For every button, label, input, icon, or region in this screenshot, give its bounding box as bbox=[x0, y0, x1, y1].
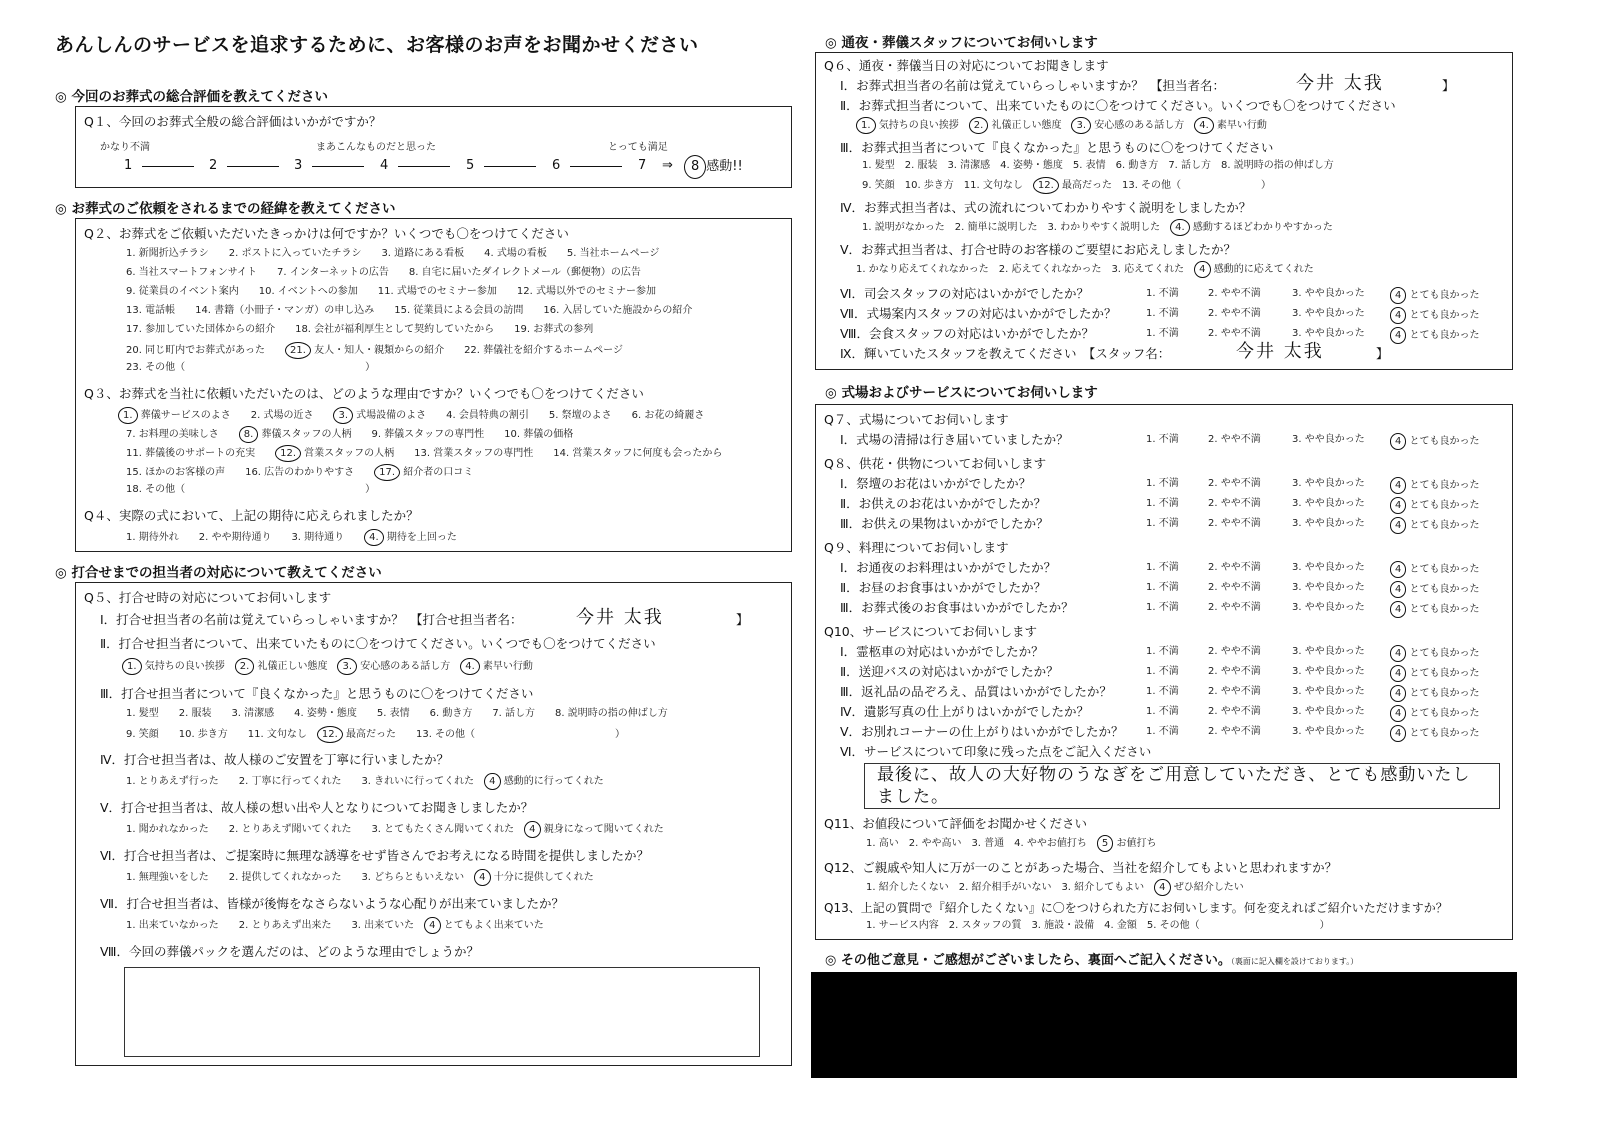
scale-3[interactable]: 3 bbox=[294, 158, 303, 173]
scale-line bbox=[227, 166, 279, 167]
section-meeting-heading: ◎ 打合せまでの担当者の対応について教えてください bbox=[55, 565, 382, 581]
q5-iv-options[interactable] bbox=[126, 773, 604, 790]
q9-text: Q９、料理についてお伺いします bbox=[824, 540, 1009, 555]
selected-circle: 4 bbox=[1390, 307, 1406, 324]
selected-circle: 2. bbox=[969, 117, 989, 134]
scale-7[interactable]: 7 bbox=[638, 158, 647, 173]
q6-iii-text: Ⅲ．お葬式担当者について『良くなかった』と思うものに〇をつけてください bbox=[840, 140, 1274, 155]
rating-option: 3. やや良かった bbox=[1292, 498, 1365, 509]
selected-circle: 4. bbox=[1194, 117, 1214, 134]
rating-option: 3. やや良かった bbox=[1292, 478, 1365, 489]
bracket-close: 】 bbox=[736, 612, 749, 627]
option-text: 安心感のある話し方 bbox=[1091, 120, 1195, 131]
q10-v-text: Ⅴ．お別れコーナーの仕上がりはいかがでしたか？ bbox=[840, 724, 1124, 739]
rating-option: 2. やや不満 bbox=[1208, 518, 1261, 529]
selected-circle: 12. bbox=[317, 726, 343, 743]
q4-text: Q４、実際の式において、上記の期待に応えられましたか？ bbox=[84, 508, 419, 523]
rating-option: 2. やや不満 bbox=[1208, 498, 1261, 509]
selected-circle: 4 bbox=[1390, 497, 1406, 514]
selected-circle: 3. bbox=[1071, 117, 1091, 134]
q8-ii-text: Ⅱ．お供えのお花はいかがでしたか？ bbox=[840, 496, 1047, 511]
selected-circle: 4 bbox=[1390, 645, 1406, 662]
option-text: 感動的に行ってくれた bbox=[500, 776, 604, 787]
selected-circle: 4 bbox=[524, 821, 540, 838]
q5-text: Q５、打合せ時の対応についてお伺いします bbox=[84, 590, 332, 605]
q5-ii-options[interactable] bbox=[122, 658, 533, 675]
selected-circle: 12. bbox=[1033, 177, 1059, 194]
option-text: 葬儀サービスのよさ 2. 式場の近さ bbox=[137, 410, 334, 421]
rating-option: 2. やや不満 bbox=[1208, 478, 1261, 489]
rating-option: 2. やや不満 bbox=[1208, 602, 1261, 613]
q2-options-row[interactable]: 6. 当社スマートフォンサイト 7. インターネットの広告 8. 自宅に届いたダイレクトメール（郵便物）の広告 bbox=[126, 267, 641, 278]
q7-text: Q７、式場についてお伺いします bbox=[824, 412, 1009, 427]
option-text: 1. 聞かれなかった 2. とりあえず聞いてくれた 3. とてもたくさん聞いてくれた bbox=[126, 824, 525, 835]
rating-option-label: とても良かった bbox=[1406, 708, 1480, 719]
scale-line bbox=[570, 166, 622, 167]
q3-text: Q３、お葬式を当社に依頼いただいたのは、どのような理由ですか？いくつでも〇をつけてください bbox=[84, 386, 644, 401]
selected-circle: 4. bbox=[1170, 219, 1190, 236]
option-text: 安心感のある話し方 bbox=[357, 661, 461, 672]
scale-6[interactable]: 6 bbox=[552, 158, 561, 173]
bracket-close: 】 bbox=[1376, 346, 1389, 361]
rating-option-label: とても良かった bbox=[1406, 648, 1480, 659]
selected-circle: 4 bbox=[484, 773, 500, 790]
rating-option-label: とても良かった bbox=[1406, 564, 1480, 575]
option-text: 感動するほどわかりやすかった bbox=[1189, 222, 1333, 233]
rating-option: 1. 不満 bbox=[1146, 706, 1179, 717]
option-text: 十分に提供してくれた bbox=[490, 872, 594, 883]
rating-option-label: とても良かった bbox=[1406, 688, 1480, 699]
rating-option-label: とても良かった bbox=[1406, 584, 1480, 595]
rating-option-selected bbox=[1390, 601, 1480, 618]
option-text: 1. 説明がなかった 2. 簡単に説明した 3. わかりやすく説明した bbox=[862, 222, 1171, 233]
scale-line bbox=[484, 166, 536, 167]
section-staff-heading: ◎ 通夜・葬儀スタッフについてお伺いします bbox=[825, 35, 1098, 51]
selected-circle: 4 bbox=[1390, 433, 1406, 450]
option-text: 20. 同じ町内でお葬式があった bbox=[126, 345, 285, 356]
rating-option-selected bbox=[1390, 497, 1480, 514]
rating-option-selected bbox=[1390, 287, 1480, 304]
rating-option: 1. 不満 bbox=[1146, 686, 1179, 697]
rating-option-selected bbox=[1390, 307, 1480, 324]
selected-circle: 4 bbox=[1390, 581, 1406, 598]
q10-iii-text: Ⅲ．返礼品の品ぞろえ、品質はいかがでしたか？ bbox=[840, 684, 1112, 699]
selected-circle: 4 bbox=[1194, 261, 1210, 278]
rating-option: 1. 不満 bbox=[1146, 602, 1179, 613]
selected-circle: 4 bbox=[1390, 477, 1406, 494]
rating-option: 3. やや良かった bbox=[1292, 582, 1365, 593]
selected-circle: 1. bbox=[122, 658, 142, 675]
scale-8-selected[interactable] bbox=[684, 155, 743, 179]
rating-option: 3. やや良かった bbox=[1292, 666, 1365, 677]
q2-options-row[interactable]: 1. 新聞折込チラシ 2. ポストに入っていたチラシ 3. 道路にある看板 4. 式場の看板 5. 当社ホームページ bbox=[126, 248, 660, 259]
rating-option: 3. やや良かった bbox=[1292, 288, 1365, 299]
option-text: 最高だった 13. その他（ ） bbox=[1058, 180, 1272, 191]
rating-option-label: とても良かった bbox=[1406, 290, 1480, 301]
selected-circle: 3. bbox=[337, 658, 357, 675]
option-text: 式場設備のよさ 4. 会員特典の割引 5. 祭壇のよさ 6. お花の綺麗さ bbox=[353, 410, 705, 421]
option-text: 9. 笑顔 10. 歩き方 11. 文句なし bbox=[862, 180, 1033, 191]
option-text: 営業スタッフの人柄 13. 営業スタッフの専門性 14. 営業スタッフに何度も会ったから bbox=[301, 448, 723, 459]
q5-i-text: Ⅰ．打合せ担当者の名前は覚えていらっしゃいますか？ 【打合せ担当者名： bbox=[100, 612, 523, 627]
rating-option: 3. やや良かった bbox=[1292, 328, 1365, 339]
q9-ii-text: Ⅱ．お昼のお食事はいかがでしたか？ bbox=[840, 580, 1047, 595]
q3-options-row[interactable] bbox=[126, 445, 722, 462]
rating-option-selected bbox=[1390, 685, 1480, 702]
rating-option: 2. やや不満 bbox=[1208, 666, 1261, 677]
q5-viii-text: Ⅷ．今回の葬儀パックを選んだのは、どのような理由でしょうか？ bbox=[100, 944, 479, 959]
footer-text: ◎ その他ご意見・ご感想がございましたら、裏面へご記入ください。 bbox=[825, 953, 1231, 968]
option-text: ぜひ紹介したい bbox=[1170, 882, 1244, 893]
option-text: 1. 期待外れ 2. やや期待通り 3. 期待通り bbox=[126, 532, 365, 543]
q3-other-row[interactable]: 18. その他（ ） bbox=[126, 484, 376, 495]
option-text: 1. 出来ていなかった 2. とりあえず出来た 3. 出来ていた bbox=[126, 920, 425, 931]
option-text: 葬儀スタッフの人柄 9. 葬儀スタッフの専門性 10. 葬儀の価格 bbox=[258, 429, 574, 440]
staff-box bbox=[815, 52, 1513, 370]
scale-5[interactable]: 5 bbox=[466, 158, 475, 173]
rating-option: 1. 不満 bbox=[1146, 646, 1179, 657]
selected-circle: 4 bbox=[1390, 601, 1406, 618]
survey-title: あんしんのサービスを追求するために、お客様のお声をお聞かせください bbox=[55, 34, 699, 56]
selected-circle: 3. bbox=[333, 407, 353, 424]
rating-option-label: とても良かった bbox=[1406, 500, 1480, 511]
rating-option-selected bbox=[1390, 433, 1480, 450]
rating-option: 3. やや良かった bbox=[1292, 686, 1365, 697]
rating-option-selected bbox=[1390, 725, 1480, 742]
q5-v-options[interactable] bbox=[126, 821, 664, 838]
option-text: 礼儀正しい態度 bbox=[254, 661, 338, 672]
rating-option: 2. やや不満 bbox=[1208, 328, 1261, 339]
scale-8-label: 感動!! bbox=[706, 159, 743, 174]
rating-option: 2. やや不満 bbox=[1208, 562, 1261, 573]
rating-option-label: とても良かった bbox=[1406, 480, 1480, 491]
rating-option: 3. やや良かった bbox=[1292, 646, 1365, 657]
scale-line bbox=[142, 166, 194, 167]
q5-vii-options[interactable] bbox=[126, 917, 544, 934]
q13-text: Q13、上記の質問で『紹介したくない』に〇をつけられた方にお伺いします。何を変えればご紹介いただけますか？ bbox=[824, 901, 1448, 915]
q2-options-row[interactable] bbox=[126, 342, 623, 359]
selected-circle: 4 bbox=[1390, 327, 1406, 344]
option-text: とてもよく出来ていた bbox=[440, 920, 544, 931]
package-reason-textarea[interactable] bbox=[124, 967, 760, 1057]
q10-ii-text: Ⅱ．送迎バスの対応はいかがでしたか？ bbox=[840, 664, 1059, 679]
selected-circle: 4 bbox=[1390, 685, 1406, 702]
option-text: 1. 無理強いをした 2. 提供してくれなかった 3. どちらともいえない bbox=[126, 872, 475, 883]
q9-i-text: Ⅰ．お通夜のお料理はいかがでしたか？ bbox=[840, 560, 1057, 575]
rating-option: 1. 不満 bbox=[1146, 726, 1179, 737]
rating-option: 3. やや良かった bbox=[1292, 602, 1365, 613]
q6-ix-text: Ⅸ．輝いていたスタッフを教えてください 【スタッフ名： bbox=[840, 346, 1171, 361]
request-box bbox=[75, 218, 792, 552]
q5-iii-text: Ⅲ．打合せ担当者について『良くなかった』と思うものに〇をつけてください bbox=[100, 686, 534, 701]
section-overall-heading: ◎ 今回のお葬式の総合評価を教えてください bbox=[55, 89, 328, 105]
scale-4[interactable]: 4 bbox=[380, 158, 389, 173]
rating-option: 3. やや良かった bbox=[1292, 308, 1365, 319]
rating-option: 3. やや良かった bbox=[1292, 726, 1365, 737]
rating-option: 2. やや不満 bbox=[1208, 686, 1261, 697]
q1-text: Q１、今回のお葬式全般の総合評価はいかがですか？ bbox=[84, 114, 382, 129]
option-text: 素早い行動 bbox=[479, 661, 533, 672]
selected-circle: 4. bbox=[460, 658, 480, 675]
q6-iv-options[interactable] bbox=[862, 219, 1333, 236]
q6-iii-options[interactable] bbox=[862, 177, 1271, 194]
rating-option: 3. やや良かった bbox=[1292, 562, 1365, 573]
option-text: 1. 高い 2. やや高い 3. 普通 4. ややお値打ち bbox=[866, 838, 1097, 849]
rating-option: 2. やや不満 bbox=[1208, 706, 1261, 717]
q11-text: Q11、お値段について評価をお聞かせください bbox=[824, 816, 1087, 831]
scale-line bbox=[312, 166, 364, 167]
rating-option: 2. やや不満 bbox=[1208, 308, 1261, 319]
option-text: 1. とりあえず行った 2. 丁寧に行ってくれた 3. きれいに行ってくれた bbox=[126, 776, 485, 787]
rating-option: 1. 不満 bbox=[1146, 434, 1179, 445]
rating-option-selected bbox=[1390, 665, 1480, 682]
q5-vii-text: Ⅶ．打合せ担当者は、皆様が後悔をなさらないような心配りが出来ていましたか？ bbox=[100, 896, 564, 911]
option-text: お値打ち bbox=[1113, 838, 1157, 849]
rating-option-selected bbox=[1390, 645, 1480, 662]
rating-option: 2. やや不満 bbox=[1208, 726, 1261, 737]
selected-circle: 4 bbox=[1390, 517, 1406, 534]
selected-circle: 8. bbox=[239, 426, 259, 443]
option-text: 気持ちの良い挨拶 bbox=[875, 120, 969, 131]
q4-options-row[interactable] bbox=[126, 529, 457, 546]
q10-vi-text: Ⅵ．サービスについて印象に残った点をご記入ください bbox=[840, 744, 1152, 759]
selected-circle: 1. bbox=[856, 117, 876, 134]
q2-other-row[interactable]: 23. その他（ ） bbox=[126, 362, 376, 373]
q2-options-row[interactable]: 9. 従業員のイベント案内 10. イベントへの参加 11. 式場でのセミナー参加 12. 式場以外でのセミナー参加 bbox=[126, 286, 656, 297]
comment-line-2: ました。 bbox=[877, 787, 949, 807]
q3-options-row[interactable] bbox=[126, 426, 573, 443]
q6-iv-text: Ⅳ．お葬式担当者は、式の流れについてわかりやすく説明をしましたか？ bbox=[840, 200, 1252, 215]
selected-circle: 4 bbox=[474, 869, 490, 886]
q6-vii-text: Ⅶ．式場案内スタッフの対応はいかがでしたか？ bbox=[840, 306, 1117, 321]
q10-i-text: Ⅰ．霊柩車の対応はいかがでしたか？ bbox=[840, 644, 1044, 659]
q8-text: Q８、供花・供物についてお伺いします bbox=[824, 456, 1047, 471]
rating-option: 2. やや不満 bbox=[1208, 582, 1261, 593]
bracket-close: 】 bbox=[1442, 78, 1455, 93]
selected-circle: 4 bbox=[1154, 879, 1170, 896]
q6-viii-text: Ⅷ．会食スタッフの対応はいかがでしたか？ bbox=[840, 326, 1094, 341]
rating-option: 1. 不満 bbox=[1146, 518, 1179, 529]
q8-iii-text: Ⅲ．お供えの果物はいかがでしたか？ bbox=[840, 516, 1049, 531]
q6-vi-text: Ⅵ．司会スタッフの対応はいかがでしたか？ bbox=[840, 286, 1090, 301]
q6-iii-options[interactable]: 1. 髪型 2. 服装 3. 清潔感 4. 姿勢・態度 5. 表情 6. 動き方 7. 話し方 8. 説明時の指の伸ばし方 bbox=[862, 160, 1334, 171]
q3-options-row[interactable] bbox=[118, 407, 704, 424]
section-venue-heading: ◎ 式場およびサービスについてお伺いします bbox=[825, 385, 1098, 401]
option-text: 友人・知人・親類からの紹介 22. 葬儀社を紹介するホームページ bbox=[310, 345, 623, 356]
rating-option-selected bbox=[1390, 561, 1480, 578]
selected-circle: 21. bbox=[285, 342, 311, 359]
q5-vi-options[interactable] bbox=[126, 869, 594, 886]
rating-option-selected bbox=[1390, 705, 1480, 722]
rating-option: 1. 不満 bbox=[1146, 288, 1179, 299]
scale-line bbox=[398, 166, 450, 167]
scale-2[interactable]: 2 bbox=[209, 158, 218, 173]
selected-circle: 12. bbox=[275, 445, 301, 462]
option-text: 15. ほかのお客様の声 16. 広告のわかりやすさ bbox=[126, 467, 375, 478]
selected-circle: 5 bbox=[1097, 835, 1113, 852]
q2-text: Q２、お葬式をご依頼いただいたきっかけは何ですか？いくつでも〇をつけてください bbox=[84, 226, 569, 241]
option-text: 1. 紹介したくない 2. 紹介相手がいない 3. 紹介してもよい bbox=[866, 882, 1155, 893]
impression-comment-box[interactable] bbox=[864, 763, 1500, 809]
shining-staff-name[interactable]: 今井 太我 bbox=[1236, 341, 1324, 362]
scale-low-label: かなり不満 bbox=[100, 142, 150, 153]
scale-arrow: ⇒ bbox=[662, 158, 673, 173]
q10-text: Q10、サービスについてお伺いします bbox=[824, 624, 1037, 639]
funeral-staff-name[interactable]: 今井 太我 bbox=[1296, 73, 1384, 94]
footer-note bbox=[825, 952, 1358, 971]
option-text: 素早い行動 bbox=[1213, 120, 1267, 131]
q10-iv-text: Ⅳ．遺影写真の仕上がりはいかがでしたか？ bbox=[840, 704, 1090, 719]
rating-option: 3. やや良かった bbox=[1292, 434, 1365, 445]
q11-options[interactable] bbox=[866, 835, 1156, 852]
rating-option-label: とても良かった bbox=[1406, 310, 1480, 321]
option-text: 1. かなり応えてくれなかった 2. 応えてくれなかった 3. 応えてくれた bbox=[856, 264, 1195, 275]
option-text: 感動的に応えてくれた bbox=[1210, 264, 1314, 275]
option-text: 11. 葬儀後のサポートの充実 bbox=[126, 448, 276, 459]
rating-option: 2. やや不満 bbox=[1208, 434, 1261, 445]
rating-option-selected bbox=[1390, 327, 1480, 344]
q6-i-text: Ⅰ．お葬式担当者の名前は覚えていらっしゃいますか？ 【担当者名： bbox=[840, 78, 1225, 93]
q2-options-row[interactable]: 17. 参加していた団体からの紹介 18. 会社が福利厚生として契約していたから 19. お葬式の参列 bbox=[126, 324, 594, 335]
meeting-staff-name[interactable]: 今井 太我 bbox=[576, 607, 664, 628]
meeting-box bbox=[75, 582, 792, 1066]
rating-option-label: とても良かった bbox=[1406, 668, 1480, 679]
option-text: 期待を上回った bbox=[383, 532, 457, 543]
selected-circle: 1. bbox=[118, 407, 138, 424]
q6-ii-options[interactable] bbox=[856, 117, 1267, 134]
rating-option-label: とても良かった bbox=[1406, 604, 1480, 615]
rating-option: 1. 不満 bbox=[1146, 562, 1179, 573]
selected-circle: 4 bbox=[424, 917, 440, 934]
q5-ii-text: Ⅱ．打合せ担当者について、出来ていたものに〇をつけてください。いくつでも〇をつけてください bbox=[100, 636, 656, 651]
q5-iii-options[interactable] bbox=[126, 726, 625, 743]
q6-v-text: Ⅴ．お葬式担当者は、打合せ時のお客様のご要望にお応えしましたか？ bbox=[840, 242, 1237, 257]
q5-iii-options[interactable]: 1. 髪型 2. 服装 3. 清潔感 4. 姿勢・態度 5. 表情 6. 動き方 7. 話し方 8. 説明時の指の伸ばし方 bbox=[126, 708, 668, 719]
rating-option-label: とても良かった bbox=[1406, 436, 1480, 447]
q12-options[interactable] bbox=[866, 879, 1244, 896]
rating-option: 2. やや不満 bbox=[1208, 288, 1261, 299]
q5-v-text: Ⅴ．打合せ担当者は、故人様の想い出や人となりについてお聞きしましたか？ bbox=[100, 800, 534, 815]
option-text: 9. 笑顔 10. 歩き方 11. 文句なし bbox=[126, 729, 317, 740]
q5-vi-text: Ⅵ．打合せ担当者は、ご提案時に無理な誘導をせず皆さんでお考えになる時間を提供しましたか？ bbox=[100, 848, 650, 863]
rating-option: 1. 不満 bbox=[1146, 582, 1179, 593]
rating-option: 1. 不満 bbox=[1146, 666, 1179, 677]
q7-i-text: Ⅰ．式場の清掃は行き届いていましたか？ bbox=[840, 432, 1069, 447]
rating-option-label: とても良かった bbox=[1406, 330, 1480, 341]
q13-options[interactable]: 1. サービス内容 2. スタッフの質 3. 施設・設備 4. 金額 5. その他（ ） bbox=[866, 920, 1330, 931]
selected-circle: 4 bbox=[1390, 725, 1406, 742]
selected-circle: 4 bbox=[1390, 705, 1406, 722]
rating-option-selected bbox=[1390, 581, 1480, 598]
overall-box bbox=[75, 106, 792, 188]
selected-circle: 4 bbox=[1390, 561, 1406, 578]
q3-options-row[interactable] bbox=[126, 464, 473, 481]
q6-v-options[interactable] bbox=[856, 261, 1314, 278]
scale-high-label: とっても満足 bbox=[608, 142, 668, 153]
venue-box bbox=[815, 404, 1513, 940]
comment-line-1: 最後に、故人の大好物のうなぎをご用意していただき、とても感動いたし bbox=[877, 765, 1471, 785]
q2-options-row[interactable]: 13. 電話帳 14. 書籍（小冊子・マンガ）の申し込み 15. 従業員による会員の訪問 16. 入居していた施設からの紹介 bbox=[126, 305, 693, 316]
option-text: 紹介者の口コミ bbox=[400, 467, 474, 478]
q12-text: Q12、ご親戚や知人に万が一のことがあった場合、当社を紹介してもよいと思われますか？ bbox=[824, 860, 1338, 875]
selected-circle: 4 bbox=[1390, 287, 1406, 304]
option-text: 礼儀正しい態度 bbox=[988, 120, 1072, 131]
footer-small-text: （裏面に記入欄を設けております。） bbox=[1230, 957, 1359, 966]
q6-ii-text: Ⅱ．お葬式担当者について、出来ていたものに〇をつけてください。いくつでも〇をつけてください bbox=[840, 98, 1396, 113]
q6-text: Q６、通夜・葬儀当日の対応についてお聞きします bbox=[824, 58, 1109, 73]
rating-option-selected bbox=[1390, 477, 1480, 494]
selected-circle: 2. bbox=[235, 658, 255, 675]
selected-circle: 4 bbox=[1390, 665, 1406, 682]
option-text: 親身になって聞いてくれた bbox=[540, 824, 664, 835]
option-text: 7. お料理の美味しさ bbox=[126, 429, 239, 440]
section-request-heading: ◎ お葬式のご依頼をされるまでの経緯を教えてください bbox=[55, 201, 396, 217]
scale-1[interactable]: 1 bbox=[124, 158, 133, 173]
selected-circle: 17. bbox=[374, 464, 400, 481]
selected-circle: 4. bbox=[364, 529, 384, 546]
rating-option: 1. 不満 bbox=[1146, 498, 1179, 509]
rating-option-selected bbox=[1390, 517, 1480, 534]
rating-option: 2. やや不満 bbox=[1208, 646, 1261, 657]
q9-iii-text: Ⅲ．お葬式後のお食事はいかがでしたか？ bbox=[840, 600, 1074, 615]
redacted-area bbox=[811, 972, 1517, 1078]
q8-i-text: Ⅰ．祭壇のお花はいかがでしたか？ bbox=[840, 476, 1032, 491]
option-text: 最高だった 13. その他（ ） bbox=[342, 729, 626, 740]
scale-mid-label: まあこんなものだと思った bbox=[316, 142, 436, 153]
rating-option: 3. やや良かった bbox=[1292, 706, 1365, 717]
option-text: 気持ちの良い挨拶 bbox=[141, 661, 235, 672]
rating-option: 1. 不満 bbox=[1146, 328, 1179, 339]
rating-option: 3. やや良かった bbox=[1292, 518, 1365, 529]
selected-circle: 8 bbox=[684, 155, 706, 179]
rating-option-label: とても良かった bbox=[1406, 520, 1480, 531]
q5-iv-text: Ⅳ．打合せ担当者は、故人様のご安置を丁寧に行いましたか？ bbox=[100, 752, 450, 767]
rating-option-label: とても良かった bbox=[1406, 728, 1480, 739]
rating-option: 1. 不満 bbox=[1146, 308, 1179, 319]
rating-option: 1. 不満 bbox=[1146, 478, 1179, 489]
